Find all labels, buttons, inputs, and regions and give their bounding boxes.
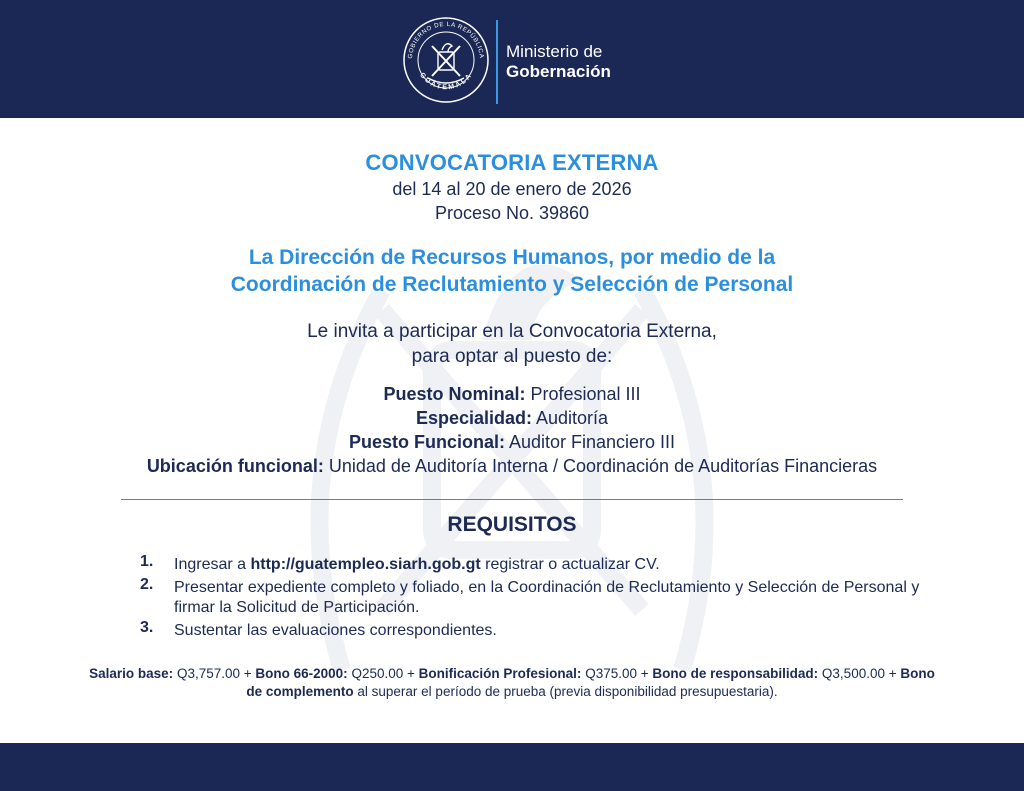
ministry-line1: Ministerio de: [506, 42, 603, 61]
nominal-label: Puesto Nominal:: [383, 384, 526, 404]
location-label: Ubicación funcional:: [146, 456, 324, 476]
call-dates: del 14 al 20 de enero de 2026: [392, 179, 632, 199]
invite-text: [0, 319, 1024, 369]
functional-row: [0, 430, 1024, 454]
item-number: 2.: [140, 576, 154, 593]
location-row: [0, 454, 1024, 478]
direction-line1: La Dirección de Recursos Humanos, por medio de la: [248, 246, 776, 269]
location-value: Unidad de Auditoría Interna / Coordinación de Auditorías Financieras: [328, 456, 878, 476]
invite-line2: para optar al puesto de:: [411, 346, 613, 367]
item-number: 3.: [140, 619, 154, 636]
salary-info: [80, 665, 944, 701]
process-number: Proceso No. 39860: [434, 203, 590, 223]
item-text: Presentar expediente completo y foliado, en la Coordinación de Reclutamiento y Selección de Personal y firmar la Solicitud de Participación.: [174, 579, 920, 616]
divider-line: [121, 499, 903, 500]
specialty-value: Auditoría: [536, 408, 609, 428]
functional-label: Puesto Funcional:: [348, 432, 505, 452]
requirements-list: [140, 555, 940, 644]
salary-base-value: Q3,757.00 +: [176, 666, 252, 681]
nominal-value: Profesional III: [530, 384, 641, 404]
prof-bonus-label: Bonificación Profesional:: [418, 666, 582, 681]
resp-bonus-value: Q3,500.00 +: [821, 666, 897, 681]
bono-value: Q250.00 +: [351, 666, 415, 681]
comp-bonus-value: al superar el período de prueba (previa disponibilidad presupuestaria).: [357, 684, 778, 699]
bono-label: Bono 66-2000:: [255, 666, 348, 681]
direction-line2: Coordinación de Reclutamiento y Selección de Personal: [230, 273, 794, 296]
salary-base-label: Salario base:: [89, 666, 174, 681]
specialty-label: Especialidad:: [415, 408, 532, 428]
nominal-row: [0, 382, 1024, 406]
ministry-name: [506, 42, 611, 82]
ministry-line2: Gobernación: [506, 62, 611, 81]
footer-bar: [0, 743, 1024, 791]
logo-divider: [496, 20, 498, 104]
call-title: CONVOCATORIA EXTERNA: [365, 150, 659, 175]
direction-heading: [0, 244, 1024, 298]
seal-text-bottom: GUATEMALA: [418, 71, 474, 92]
prof-bonus-value: Q375.00 +: [585, 666, 649, 681]
specialty-row: [0, 406, 1024, 430]
requirements-title: REQUISITOS: [447, 513, 577, 536]
list-item: [140, 555, 940, 575]
item-text-pre: Ingresar a: [174, 556, 251, 573]
list-item: [140, 621, 940, 641]
svg-text:GUATEMALA: [418, 72, 474, 92]
item-text-post: registrar o actualizar CV.: [480, 556, 660, 573]
guatempleo-link[interactable]: http://guatempleo.siarh.gob.gt: [250, 556, 481, 573]
invite-line1: Le invita a participar en la Convocatoria Externa,: [307, 321, 717, 342]
item-number: 1.: [140, 553, 154, 570]
comp-bonus-label: Bono de complemento: [246, 666, 935, 699]
position-details: [0, 382, 1024, 478]
list-item: [140, 578, 940, 618]
guatemala-seal-icon: [402, 16, 490, 104]
item-text: Sustentar las evaluaciones correspondientes.: [174, 622, 497, 639]
resp-bonus-label: Bono de responsabilidad:: [652, 666, 819, 681]
functional-value: Auditor Financiero III: [508, 432, 676, 452]
seal-text-top: GOBIERNO DE LA REPÚBLICA: [406, 20, 486, 59]
